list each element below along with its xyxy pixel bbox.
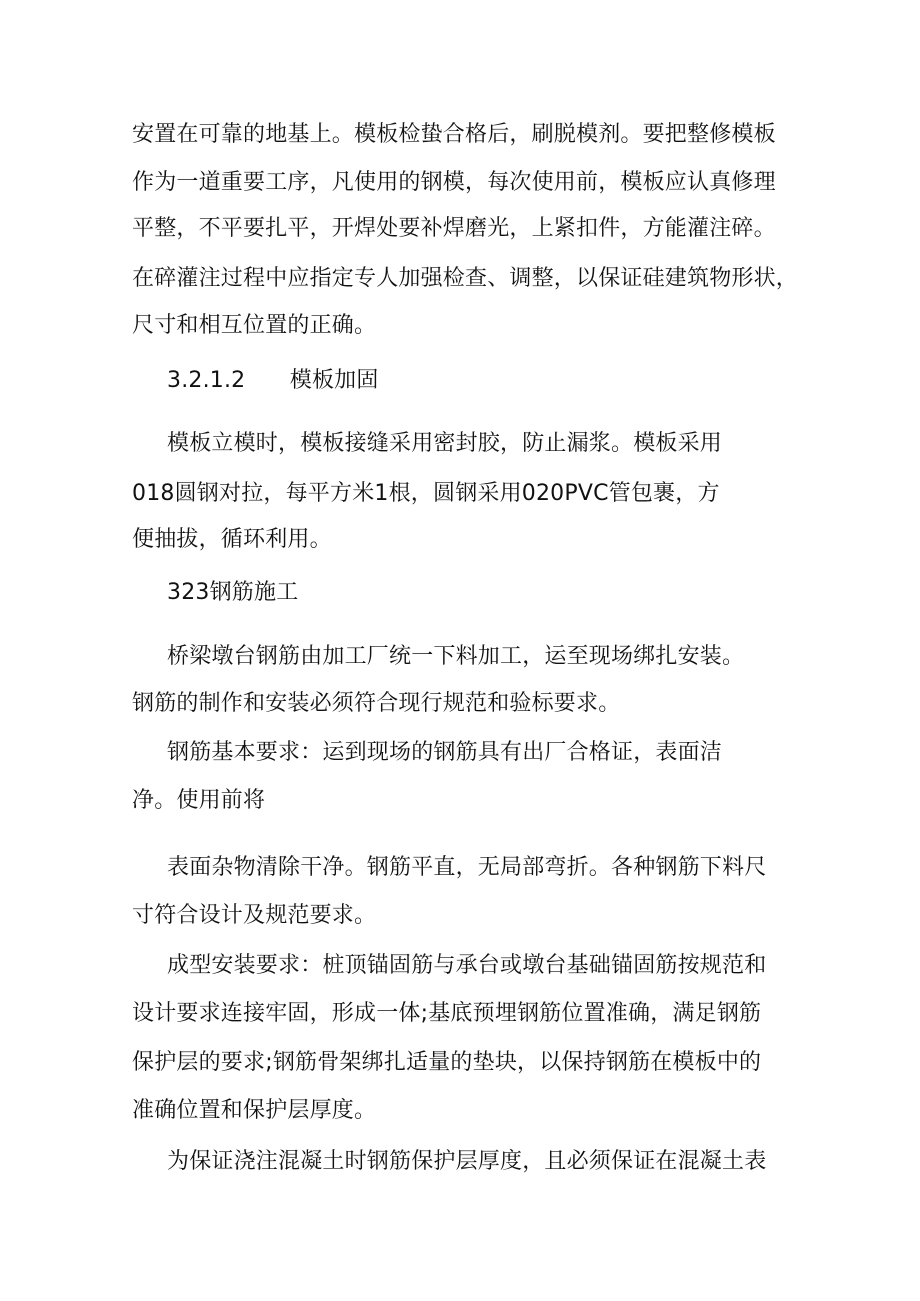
text-line: 净。使用前将 bbox=[132, 788, 266, 813]
text-line: 成型安装要求：桩顶锚固筋与承台或墩台基础锚固筋按规范和 bbox=[167, 953, 767, 978]
text-line: 准确位置和保护层厚度。 bbox=[132, 1098, 377, 1123]
text-line: 桥梁墩台钢筋由加工厂统一下料加工，运至现场绑扎安装。 bbox=[167, 644, 745, 669]
section-heading: 323钢筋施工 bbox=[167, 580, 299, 605]
text-line: 作为一道重要工序，凡使用的钢模，每次使用前，模板应认真修理 bbox=[132, 170, 776, 195]
text-line: 018圆钢对拉，每平方米1根，圆钢采用020PVC管包裹，方 bbox=[132, 481, 720, 506]
text-line: 寸符合设计及规范要求。 bbox=[132, 903, 377, 928]
text-line: 钢筋基本要求：运到现场的钢筋具有出厂合格证，表面洁 bbox=[167, 740, 723, 765]
text-line: 平整，不平要扎平，开焊处要补焊磨光，上紧扣件，方能灌注碎。 bbox=[132, 216, 776, 241]
text-line: 模板立模时，模板接缝采用密封胶，防止漏浆。模板采用 bbox=[167, 431, 723, 456]
text-line: 便抽拔，循环利用。 bbox=[132, 527, 332, 552]
section-heading: 3.2.1.2 模板加固 bbox=[167, 368, 379, 393]
text-line: 设计要求连接牢固，形成一体;基底预埋钢筋位置准确，满足钢筋 bbox=[132, 1001, 762, 1026]
text-line: 在碎灌注过程中应指定专人加强检查、调整，以保证硅建筑物形状， bbox=[132, 266, 799, 291]
text-line: 为保证浇注混凝土时钢筋保护层厚度，且必须保证在混凝土表 bbox=[167, 1149, 767, 1174]
text-line: 安置在可靠的地基上。模板检蛰合格后，刷脱模剂。要把整修模板 bbox=[132, 122, 776, 147]
text-line: 保护层的要求;钢筋骨架绑扎适量的垫块，以保持钢筋在模板中的 bbox=[132, 1050, 762, 1075]
text-line: 钢筋的制作和安装必须符合现行规范和验标要求。 bbox=[132, 691, 621, 716]
text-line: 表面杂物清除干净。钢筋平直，无局部弯折。各种钢筋下料尺 bbox=[167, 855, 767, 880]
text-line: 尺寸和相互位置的正确。 bbox=[132, 313, 377, 338]
